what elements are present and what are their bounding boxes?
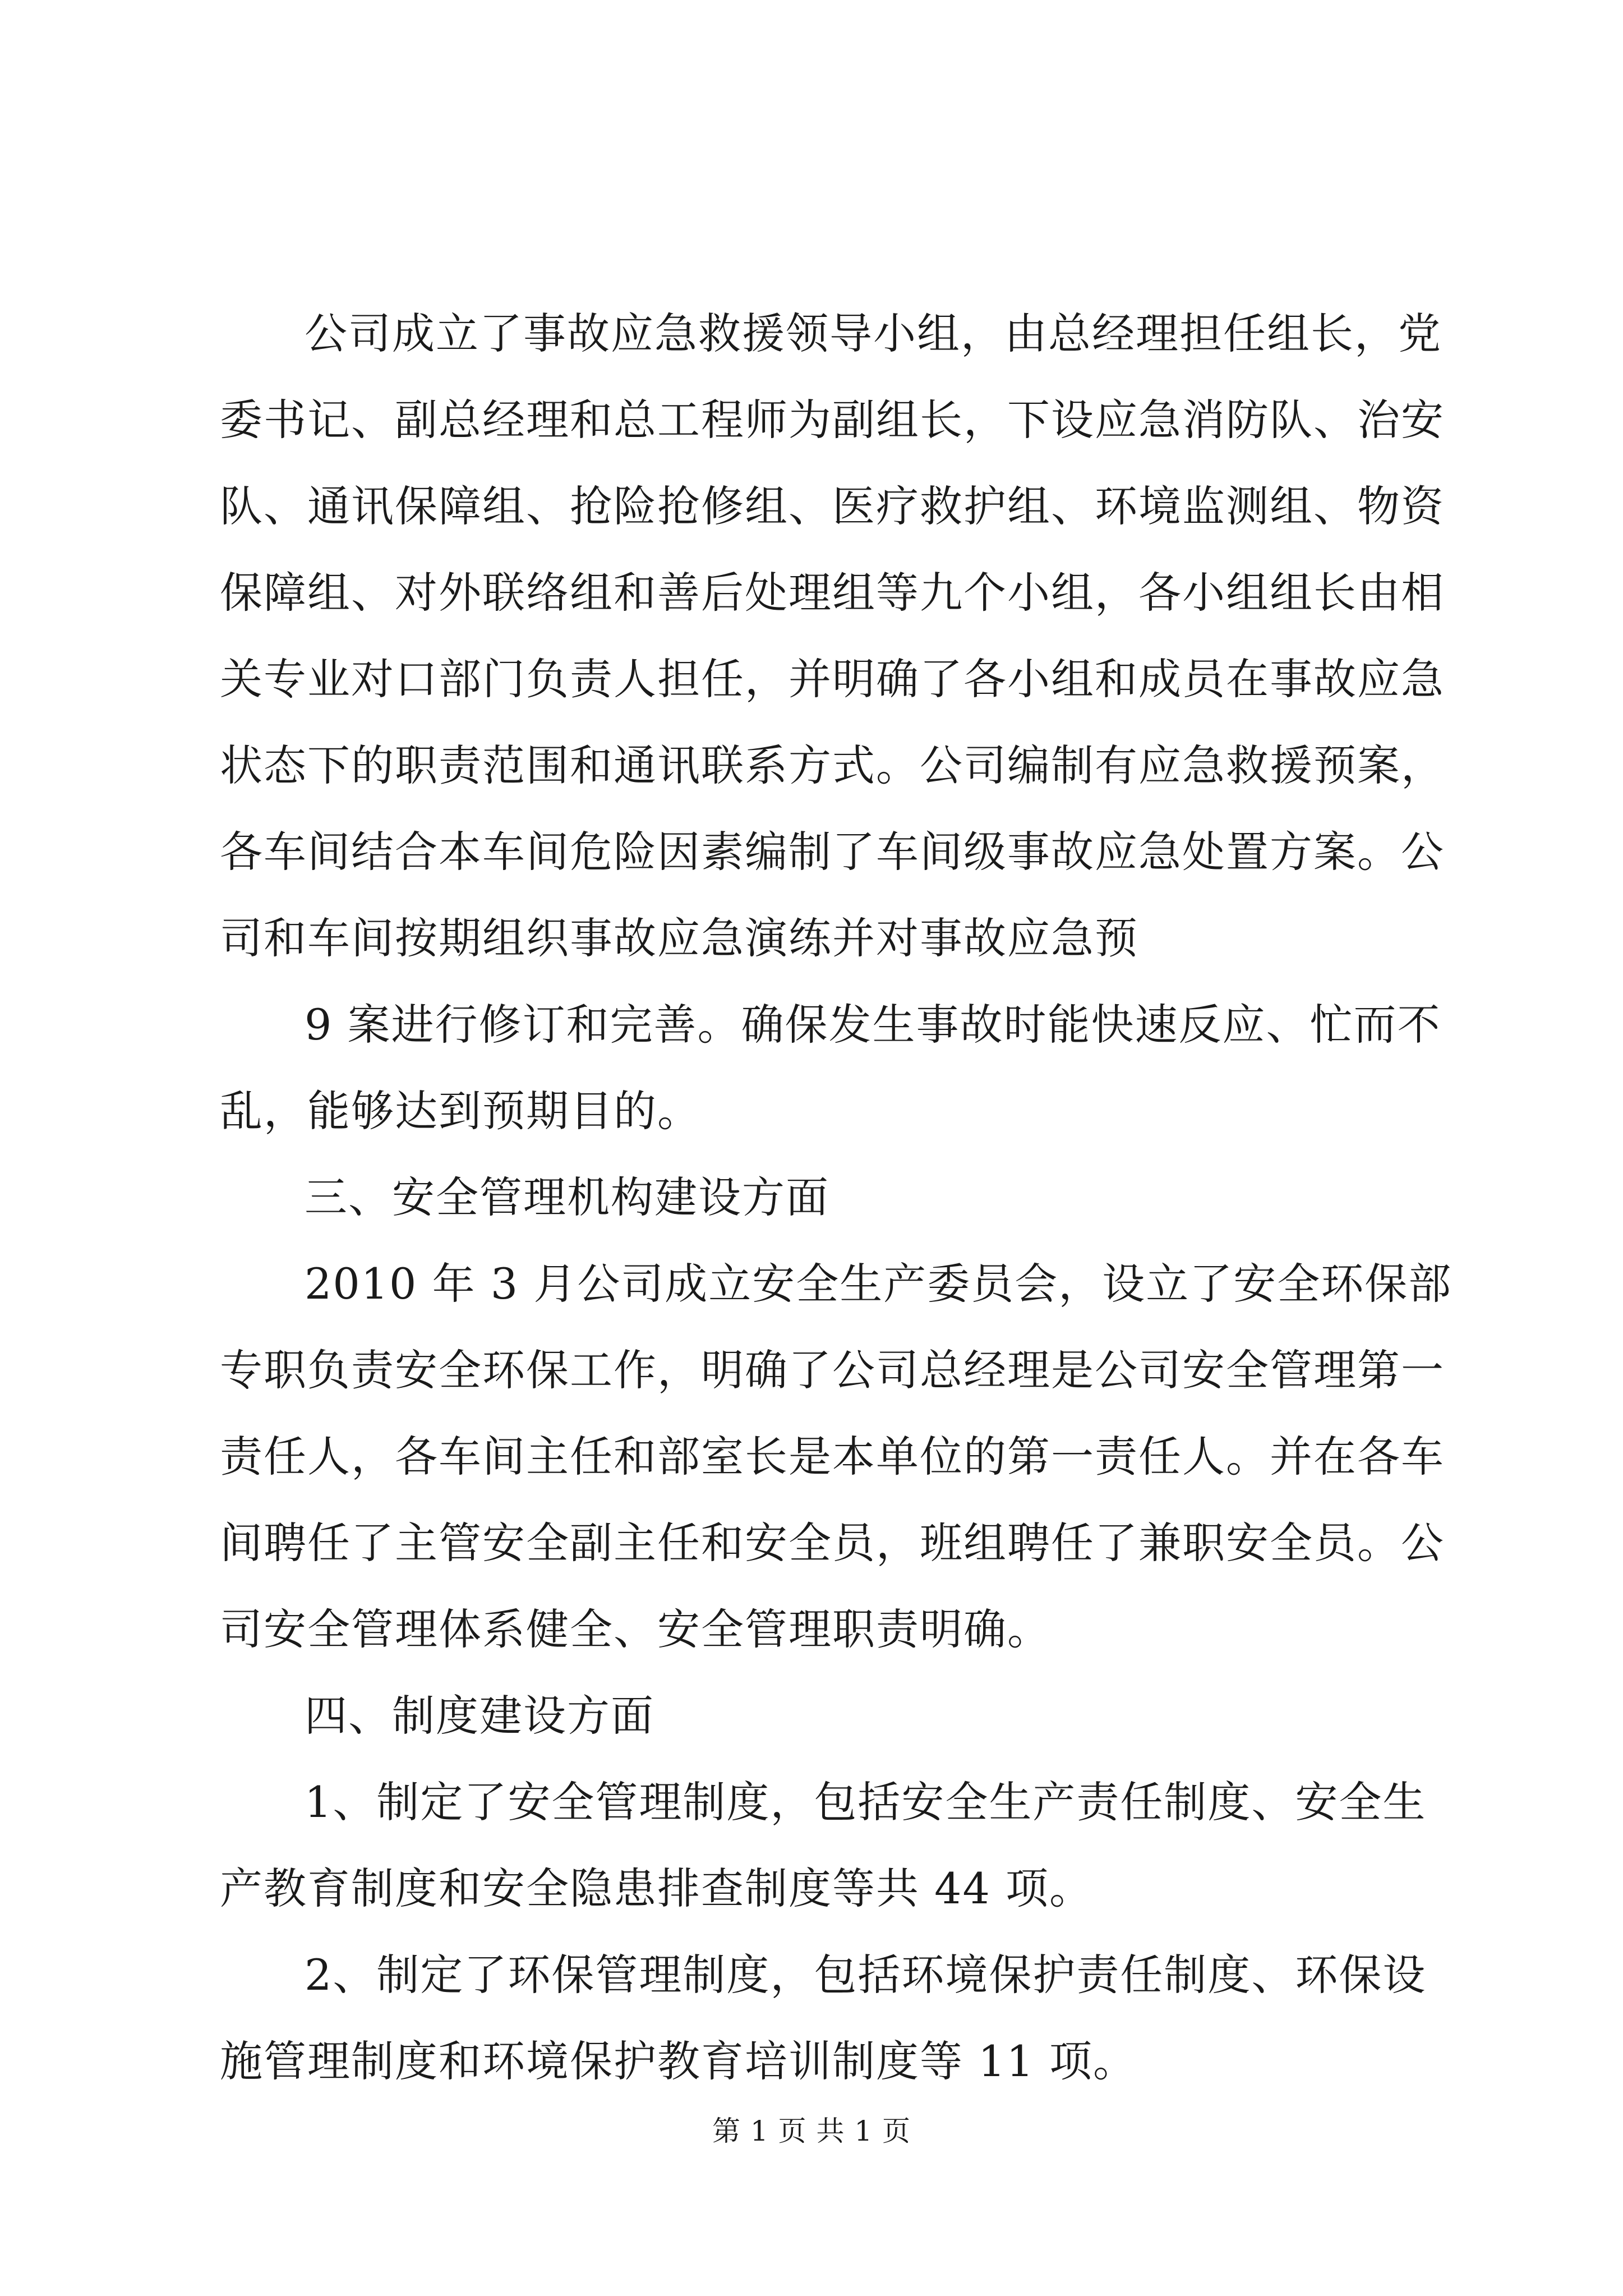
text-line: 队、通讯保障组、抢险抢修组、医疗救护组、环境监测组、物资 [220, 481, 1445, 531]
text-line: 产教育制度和安全隐患排查制度等共 44 项。 [220, 1864, 1094, 1913]
text-line: 委书记、副总经理和总工程师为副组长，下设应急消防队、治安 [220, 395, 1445, 445]
text-line: 1、制定了安全管理制度，包括安全生产责任制度、安全生 [305, 1777, 1427, 1827]
page-footer: 第 1 页 共 1 页 [712, 2115, 911, 2147]
text-line: 专职负责安全环保工作，明确了公司总经理是公司安全管理第一 [220, 1345, 1445, 1395]
text-line: 关专业对口部门负责人担任，并明确了各小组和成员在事故应急 [220, 654, 1445, 704]
text-line: 间聘任了主管安全副主任和安全员，班组聘任了兼职安全员。公 [220, 1518, 1445, 1568]
section-heading: 四、制度建设方面 [305, 1691, 654, 1741]
text-line: 司和车间按期组织事故应急演练并对事故应急预 [220, 913, 1138, 963]
text-line: 保障组、对外联络组和善后处理组等九个小组，各小组组长由相 [220, 568, 1445, 618]
text-line: 乱，能够达到预期目的。 [220, 1086, 701, 1136]
text-line: 责任人，各车间主任和部室长是本单位的第一责任人。并在各车 [220, 1432, 1445, 1481]
text-line: 司安全管理体系健全、安全管理职责明确。 [220, 1604, 1051, 1654]
text-line: 2、制定了环保管理制度，包括环境保护责任制度、环保设 [305, 1950, 1427, 2000]
text-line: 状态下的职责范围和通讯联系方式。公司编制有应急救援预案， [220, 740, 1445, 790]
text-line: 施管理制度和环境保护教育培训制度等 11 项。 [220, 2036, 1137, 2086]
section-heading: 三、安全管理机构建设方面 [305, 1172, 829, 1222]
text-line: 各车间结合本车间危险因素编制了车间级事故应急处置方案。公 [220, 827, 1445, 877]
text-line: 公司成立了事故应急救援领导小组，由总经理担任组长，党 [305, 309, 1442, 358]
text-line: 2010 年 3 月公司成立安全生产委员会，设立了安全环保部 [305, 1259, 1453, 1309]
text-line: 9 案进行修订和完善。确保发生事故时能快速反应、忙而不 [305, 1000, 1441, 1050]
